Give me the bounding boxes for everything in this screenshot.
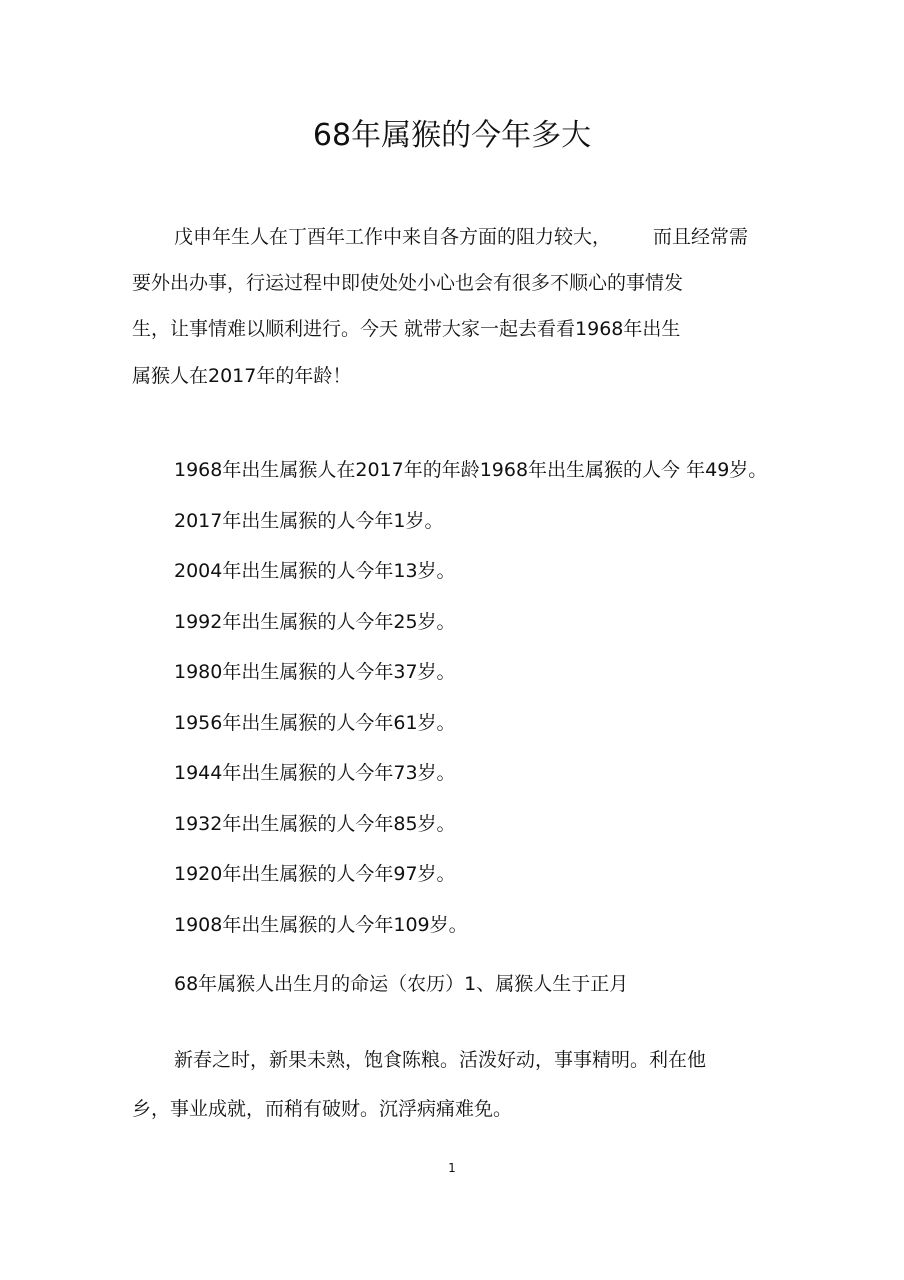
age-line: 1968年出生属猴人在2017年的年龄1968年出生属猴的人今 年49岁。 [174,459,768,481]
age-line: 1920年出生属猴的人今年97岁。 [174,863,456,885]
intro-line-2: 要外出办事，行运过程中即使处处小心也会有很多不顺心的事情发 [132,272,684,294]
intro-line-3: 生，让事情难以顺利进行。今天 就带大家一起去看看1968年出生 [132,318,681,340]
age-line: 1992年出生属猴的人今年25岁。 [174,610,456,633]
document-title: 68年属猴的今年多大 [312,118,592,153]
age-line: 1908年出生属猴的人今年109岁。 [174,913,468,936]
age-line: 1944年出生属猴的人今年73岁。 [174,762,456,784]
age-line: 1956年出生属猴的人今年61岁。 [174,711,456,734]
age-line: 1932年出生属猴的人今年85岁。 [174,812,456,835]
intro-line-1b: 而且经常需 [653,226,749,248]
age-line: 1980年出生属猴的人今年37岁。 [174,661,456,683]
section-heading: 68年属猴人出生月的命运（农历）1、属猴人生于正月 [174,973,629,995]
paragraph-line-1: 新春之时，新果未熟，饱食陈粮。活泼好动，事事精明。利在他 [174,1049,707,1071]
paragraph-line-2: 乡，事业成就，而稍有破财。沉浮病痛难免。 [132,1098,513,1120]
page-number: 1 [448,1161,456,1175]
age-line: 2017年出生属猴的人今年1岁。 [174,509,444,532]
intro-line-1a: 戊申年生人在丁酉年工作中来自各方面的阻力较大， [174,226,612,248]
age-list [174,456,767,961]
intro-line-4: 属猴人在2017年的年龄！ [132,365,352,387]
age-line: 2004年出生属猴的人今年13岁。 [174,560,456,582]
